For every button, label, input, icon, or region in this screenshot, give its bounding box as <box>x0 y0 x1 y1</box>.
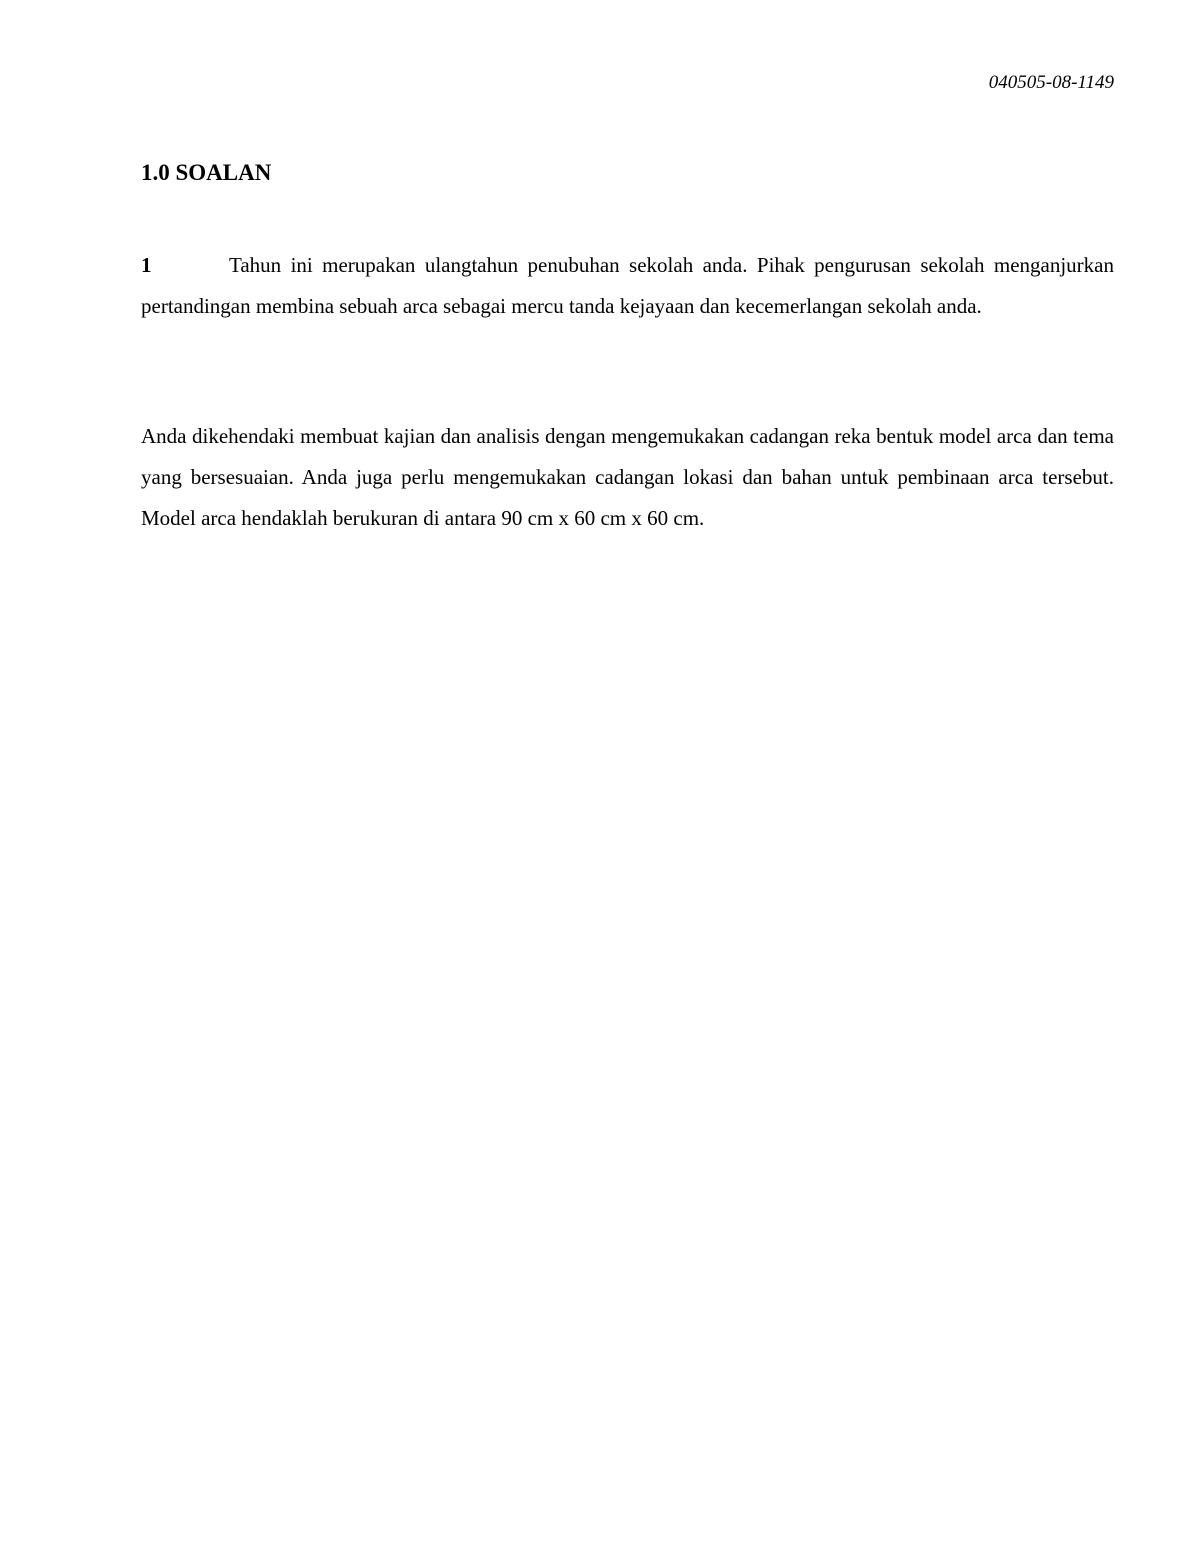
question-number: 1 <box>141 253 152 277</box>
question-text: Tahun ini merupakan ulangtahun penubuhan sekolah anda. Pihak pengurusan sekolah menganjurkan pertandingan membina sebuah arca sebagai mercu tanda kejayaan dan kecemerlangan sekolah anda. <box>141 253 1114 318</box>
instruction-paragraph: Anda dikehendaki membuat kajian dan analisis dengan mengemukakan cadangan reka bentuk model arca dan tema yang bersesuaian. Anda juga perlu mengemukakan cadangan lokasi dan bahan untuk pembinaan arca tersebut. Model arca hendaklah berukuran di antara 90 cm x 60 cm x 60 cm. <box>141 424 1114 530</box>
question-paragraph <box>141 245 1114 327</box>
section-heading: 1.0 SOALAN <box>141 160 272 185</box>
document-id-code: 040505-08-1149 <box>988 72 1114 93</box>
